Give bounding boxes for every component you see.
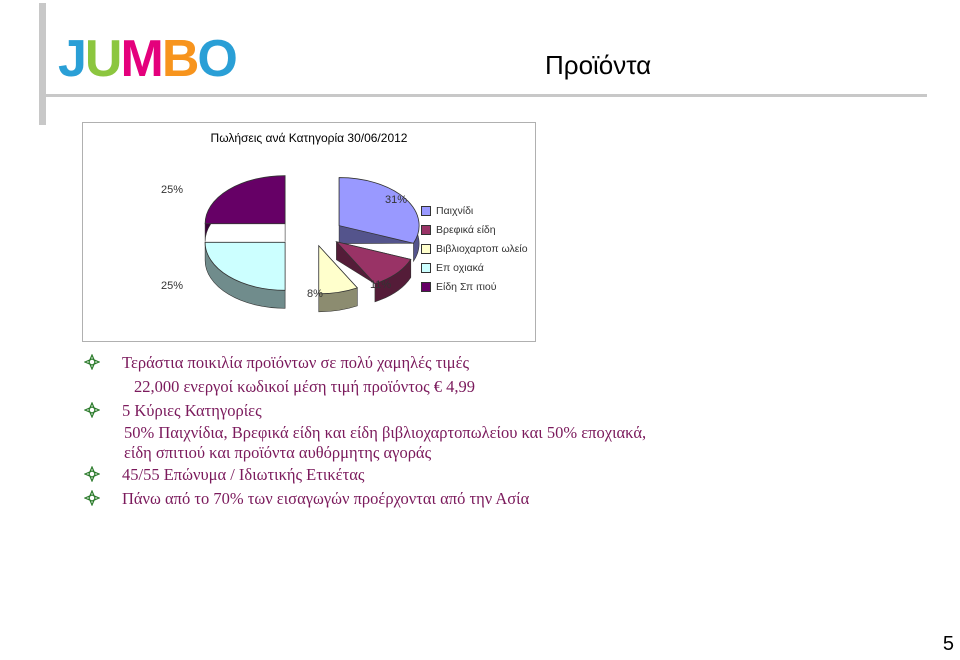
legend-swatch	[421, 225, 431, 235]
legend-label: Παιχνίδι	[436, 204, 474, 217]
pct-label-seasonal: 25%	[161, 280, 184, 292]
decorative-vertical-bar	[39, 3, 46, 125]
bullet-item	[84, 487, 954, 511]
legend-swatch	[421, 244, 431, 254]
legend-item	[421, 258, 528, 277]
slide-title: Προϊόντα	[545, 50, 652, 80]
bullet-list	[84, 351, 954, 511]
diamond-bullet-icon	[84, 466, 100, 482]
diamond-bullet-icon	[84, 354, 100, 370]
decorative-horizontal-rule	[39, 94, 927, 97]
legend-item	[421, 220, 528, 239]
diamond-bullet-icon	[84, 402, 100, 418]
bullet-text: 5 Κύριες Κατηγορίες	[122, 401, 262, 420]
bullet-text: Τεράστια ποικιλία προϊόντων σε πολύ χαμηλές τιμές	[122, 353, 470, 372]
pct-label-toys: 31%	[385, 194, 408, 206]
bullet-item	[84, 351, 954, 375]
legend-swatch	[421, 263, 431, 273]
legend-swatch	[421, 282, 431, 292]
legend-swatch	[421, 206, 431, 216]
pie-slice	[205, 176, 285, 224]
legend-item	[421, 239, 528, 258]
bullet-subtext: 50% Παιχνίδια, Βρεφικά είδη και είδη βιβλιοχαρτοπωλείου και 50% εποχιακά,	[124, 423, 647, 442]
legend-item	[421, 201, 528, 220]
svg-text:JUMBO: JUMBO	[58, 30, 236, 88]
sales-pie-chart	[82, 122, 536, 342]
legend-label: Επ οχιακά	[436, 261, 484, 274]
pct-label-home: 25%	[161, 184, 184, 196]
bullet-item	[84, 463, 954, 487]
bullet-item	[84, 399, 954, 423]
chart-legend	[421, 201, 528, 296]
chart-title: Πωλήσεις ανά Κατηγορία 30/06/2012	[210, 131, 408, 145]
legend-item	[421, 277, 528, 296]
legend-label: Βιβλιοχαρτοπ ωλείο	[436, 242, 528, 255]
pct-label-stationery: 8%	[307, 288, 323, 300]
bullet-subtext: 22,000 ενεργοί κωδικοί μέση τιμή προϊόντος € 4,99	[134, 377, 476, 396]
legend-label: Είδη Σπ ιτιού	[436, 280, 497, 293]
page-number: 5	[942, 633, 954, 655]
bullet-subtext-block	[84, 423, 954, 463]
pct-label-baby: 11%	[370, 279, 392, 291]
diamond-bullet-icon	[84, 490, 100, 506]
jumbo-logo	[56, 28, 288, 88]
bullet-subtext: είδη σπιτιού και προϊόντα αυθόρμητης αγοράς	[124, 443, 432, 462]
legend-label: Βρεφικά είδη	[436, 223, 496, 236]
bullet-text: 45/55 Επώνυμα / Ιδιωτικής Ετικέτας	[122, 465, 365, 484]
bullet-text: Πάνω από το 70% των εισαγωγών προέρχονται από την Ασία	[122, 489, 530, 508]
